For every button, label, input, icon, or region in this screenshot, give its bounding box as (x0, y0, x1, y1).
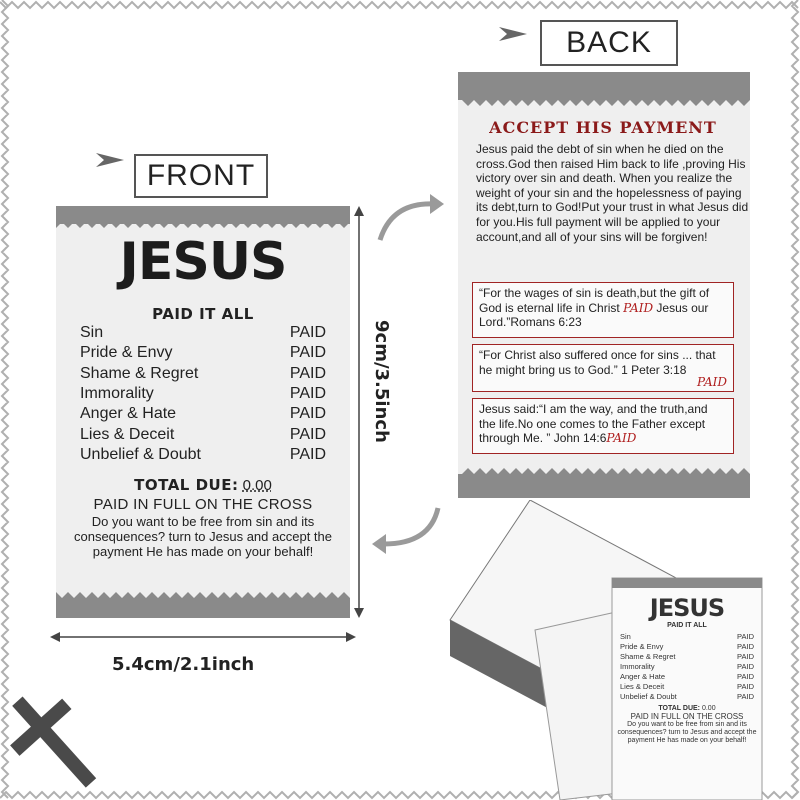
mini-sin-item: Lies & Deceit PAID (620, 682, 754, 691)
back-pointer-icon (497, 24, 533, 44)
sin-name: Unbelief & Doubt (80, 445, 201, 463)
paid-it-all-subtitle: PAID IT ALL (152, 305, 254, 323)
sin-name: Sin (80, 324, 104, 341)
back-label: BACK (540, 20, 678, 66)
sin-name: Pride & Envy (80, 344, 173, 362)
sin-status: PAID (289, 344, 326, 362)
total-due (56, 476, 350, 494)
sin-status: PAID (289, 405, 326, 423)
sin-status: PAID (289, 384, 326, 402)
total-due-value: 0.00 (242, 477, 272, 494)
sin-name: Lies & Deceit (80, 425, 175, 443)
verse-box-romans: “For the wages of sin is death,but the gift of God is eternal life in Christ PAID Jesus our Lord.”Romans 6:23 (472, 282, 734, 338)
mini-sin-item: Sin PAID (620, 632, 754, 641)
sin-status: PAID (289, 445, 326, 463)
front-body-text: Do you want to be free from sin and its consequences? turn to Jesus and accept the payment He has made on your behalf! (73, 514, 332, 559)
height-dimension-label: 9cm/3.5inch (371, 320, 392, 443)
sin-status: PAID (289, 324, 326, 341)
mini-sin-item: Shame & Regret PAID (620, 652, 754, 661)
sin-item (80, 446, 326, 466)
verse-box-peter: “For Christ also suffered once for sins ... that he might bring us to God.” 1 Peter 3:18 PAID (472, 344, 734, 392)
height-dimension-line (352, 206, 366, 618)
front-label: FRONT (134, 154, 268, 198)
mini-jesus-title: JESUS (649, 594, 725, 622)
width-dimension-line (50, 630, 356, 644)
total-due-label: TOTAL DUE: (134, 476, 239, 494)
sin-item (80, 324, 326, 344)
sin-item (80, 365, 326, 385)
sin-item (80, 344, 326, 364)
mini-sin-item: Unbelief & Doubt PAID (620, 692, 754, 701)
curved-arrow-bottom-icon (366, 500, 450, 560)
jesus-title: JESUS (119, 232, 287, 292)
mini-sin-item: Pride & Envy PAID (620, 642, 754, 651)
paid-stamp: PAID (697, 374, 727, 389)
sin-status: PAID (289, 425, 326, 443)
back-body-text: Jesus paid the debt of sin when he died on the cross.God then raised Him back to life ,proving His victory over sin and death. When you realize the weight of your sin and the hopelessness of paying its debt,turn to God!Put your trust in what Jesus did for you.His full payment will be applied to your account,and all of your sins will be forgiven! (476, 142, 749, 244)
mini-sin-item: Anger & Hate PAID (620, 672, 754, 681)
accept-payment-title: ACCEPT HIS PAYMENT (489, 118, 717, 137)
sin-name: Anger & Hate (80, 405, 177, 423)
mini-front-card: JESUS PAID IT ALL Sin PAID Pride & Envy PAID Shame & Regret PAID Immorality PAID Anger & Hate PAID Lies & Deceit PAID Unbelief & Doubt PAID TOTAL DUE: 0.00 PAID IN FULL ON THE CROSS Do you want to be free from sin and its consequences? turn to Jesus and accept the payment He has made on your behalf! (614, 594, 760, 745)
front-pointer-icon (94, 150, 130, 170)
sin-name: Immorality (80, 384, 154, 402)
paid-stamp: PAID (623, 300, 654, 315)
sin-name: Shame & Regret (80, 364, 199, 382)
verse-box-john: Jesus said:“I am the way, and the truth,and the life.No one comes to the Father except through Me. ” John 14:6PAID (472, 398, 734, 454)
sin-status: PAID (289, 364, 326, 382)
paid-in-full-text: PAID IN FULL ON THE CROSS (93, 496, 313, 513)
mini-sin-item: Immorality PAID (620, 662, 754, 671)
curved-arrow-top-icon (372, 190, 452, 250)
cross-icon (0, 680, 110, 800)
sin-item (80, 385, 326, 405)
width-dimension-label: 5.4cm/2.1inch (112, 654, 255, 675)
sin-item (80, 405, 326, 425)
sin-item (80, 426, 326, 446)
paid-stamp: PAID (606, 431, 637, 445)
mini-sin-list (614, 632, 760, 702)
